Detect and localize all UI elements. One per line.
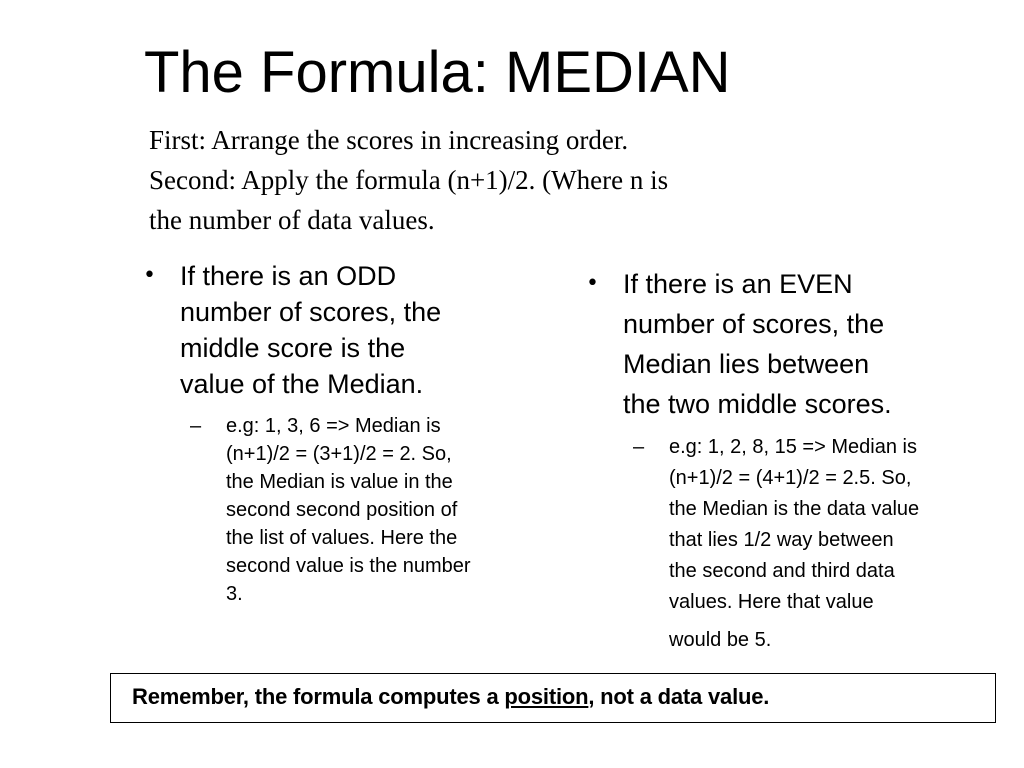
odd-example-line: the list of values. Here the [226,527,458,549]
even-case-bullet [586,264,1006,424]
even-case-line: Median lies between [623,349,870,379]
even-example-line: would be 5. [669,629,772,651]
odd-case-line [180,258,543,294]
odd-case-prefix: If there is an [180,261,337,291]
intro-instructions [149,120,829,240]
remember-suffix: , not a data value. [588,684,770,709]
odd-example-line: e.g: 1, 3, 6 => Median is [226,415,441,437]
slide-title: The Formula: MEDIAN [144,40,731,105]
odd-case-column [143,258,543,608]
odd-example-line: 3. [226,583,243,605]
even-example [633,432,1006,656]
intro-step-first: First: Arrange the scores in increasing order. [149,125,629,155]
bullet-icon: • [586,271,599,296]
intro-step-second: Second: Apply the formula (n+1)/2. (Where n is [149,165,669,195]
remember-prefix: Remember, the formula computes a [132,684,505,709]
odd-example [190,412,543,608]
even-case-line: number of scores, the [623,309,885,339]
even-emphasis: EVEN [779,269,853,299]
remember-note-box [110,673,996,723]
odd-example-line: second second position of [226,499,458,521]
even-example-line: e.g: 1, 2, 8, 15 => Median is [669,436,917,458]
even-case-line: the two middle scores. [623,389,892,419]
odd-case-line: middle score is the [180,333,406,363]
odd-case-line: number of scores, the [180,297,442,327]
dash-icon: – [190,415,202,437]
odd-emphasis: ODD [336,261,397,291]
even-case-line [623,264,1006,304]
even-example-line: the Median is the data value [669,498,920,520]
dash-icon: – [633,436,645,458]
even-example-line: values. Here that value [669,591,874,613]
even-case-column [586,264,1006,656]
even-example-line: the second and third data [669,560,895,582]
odd-example-line: the Median is value in the [226,471,453,493]
odd-example-line: second value is the number [226,555,471,577]
even-case-prefix: If there is an [623,269,780,299]
remember-note [132,682,769,712]
odd-case-bullet [143,258,543,402]
even-example-line: that lies 1/2 way between [669,529,894,551]
even-example-line: (n+1)/2 = (4+1)/2 = 2.5. So, [669,467,912,489]
bullet-icon: • [143,263,156,288]
odd-example-line: (n+1)/2 = (3+1)/2 = 2. So, [226,443,452,465]
odd-case-line: value of the Median. [180,369,424,399]
intro-step-second-continued: the number of data values. [149,205,435,235]
remember-underlined-word: position [504,684,589,709]
